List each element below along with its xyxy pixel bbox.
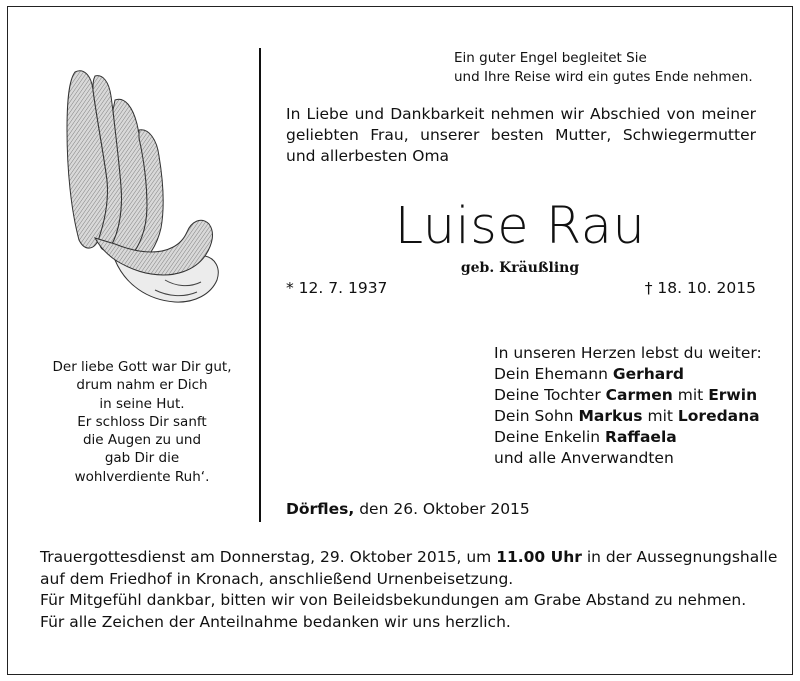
family-relatives: und alle Anverwandten [494,449,674,467]
date: den 26. Oktober 2015 [359,500,530,518]
relation-label: Deine Enkelin [494,428,601,446]
death-date: † 18. 10. 2015 [644,279,756,297]
relation-label: Dein Ehemann [494,365,608,383]
place-and-date [286,498,530,520]
relation-label: Deine Tochter [494,386,601,404]
praying-hands-icon [55,60,225,310]
place: Dörfles, [286,500,355,518]
conjunction: mit [677,386,704,404]
vertical-divider [259,48,261,522]
intro-text: In Liebe und Dankbarkeit nehmen wir Abschied von meiner geliebten Frau, unserer besten Mutter, Schwiegermutter und allerbesten Oma [286,105,756,165]
family-daughter [494,385,774,406]
poem-line: in seine Hut. [99,395,185,412]
service-time: 11.00 Uhr [496,548,582,566]
service-text: in der Aussegnungshalle auf dem Friedhof in Kronach, anschließend Urnenbeisetzung. [40,548,778,588]
motto-line-2: und Ihre Reise wird ein gutes Ende nehmen. [454,69,753,85]
relative-name: Erwin [708,386,758,404]
family-granddaughter [494,427,774,448]
birth-date: * 12. 7. 1937 [286,279,388,297]
relative-name: Markus [578,407,643,425]
motto [454,49,774,87]
poem [40,358,244,486]
relative-name: Carmen [605,386,673,404]
motto-line-1: Ein guter Engel begleitet Sie [454,50,647,66]
thanks-paragraph: Für alle Zeichen der Anteilnahme bedanken wir uns herzlich. [40,612,511,631]
conjunction: mit [647,407,673,425]
deceased-name: Luise Rau [394,197,646,256]
service-info [40,547,780,633]
family-heading: In unseren Herzen lebst du weiter: [494,344,762,362]
poem-line: Der liebe Gott war Dir gut, [52,359,232,375]
poem-line: wohlverdiente Ruh‘. [74,468,210,485]
poem-line: gab Dir die [104,450,180,467]
service-text: Trauergottesdienst am Donnerstag, 29. Oktober 2015, um [40,548,492,566]
family-husband [494,364,774,385]
poem-line: drum nahm er Dich [76,377,208,394]
maiden-name: geb. Kräußling [460,260,580,276]
relation-label: Dein Sohn [494,407,574,425]
relative-name: Raffaela [605,428,677,446]
poem-line: Er schloss Dir sanft [77,413,207,430]
family-list [494,343,774,469]
service-paragraph [40,547,780,590]
condolence-paragraph: Für Mitgefühl dankbar, bitten wir von Beileidsbekundungen am Grabe Abstand zu nehmen. [40,591,747,609]
family-son [494,406,774,427]
relative-name: Loredana [677,407,760,425]
life-dates [286,277,756,299]
relative-name: Gerhard [612,365,684,383]
poem-line: die Augen zu und [82,432,202,449]
